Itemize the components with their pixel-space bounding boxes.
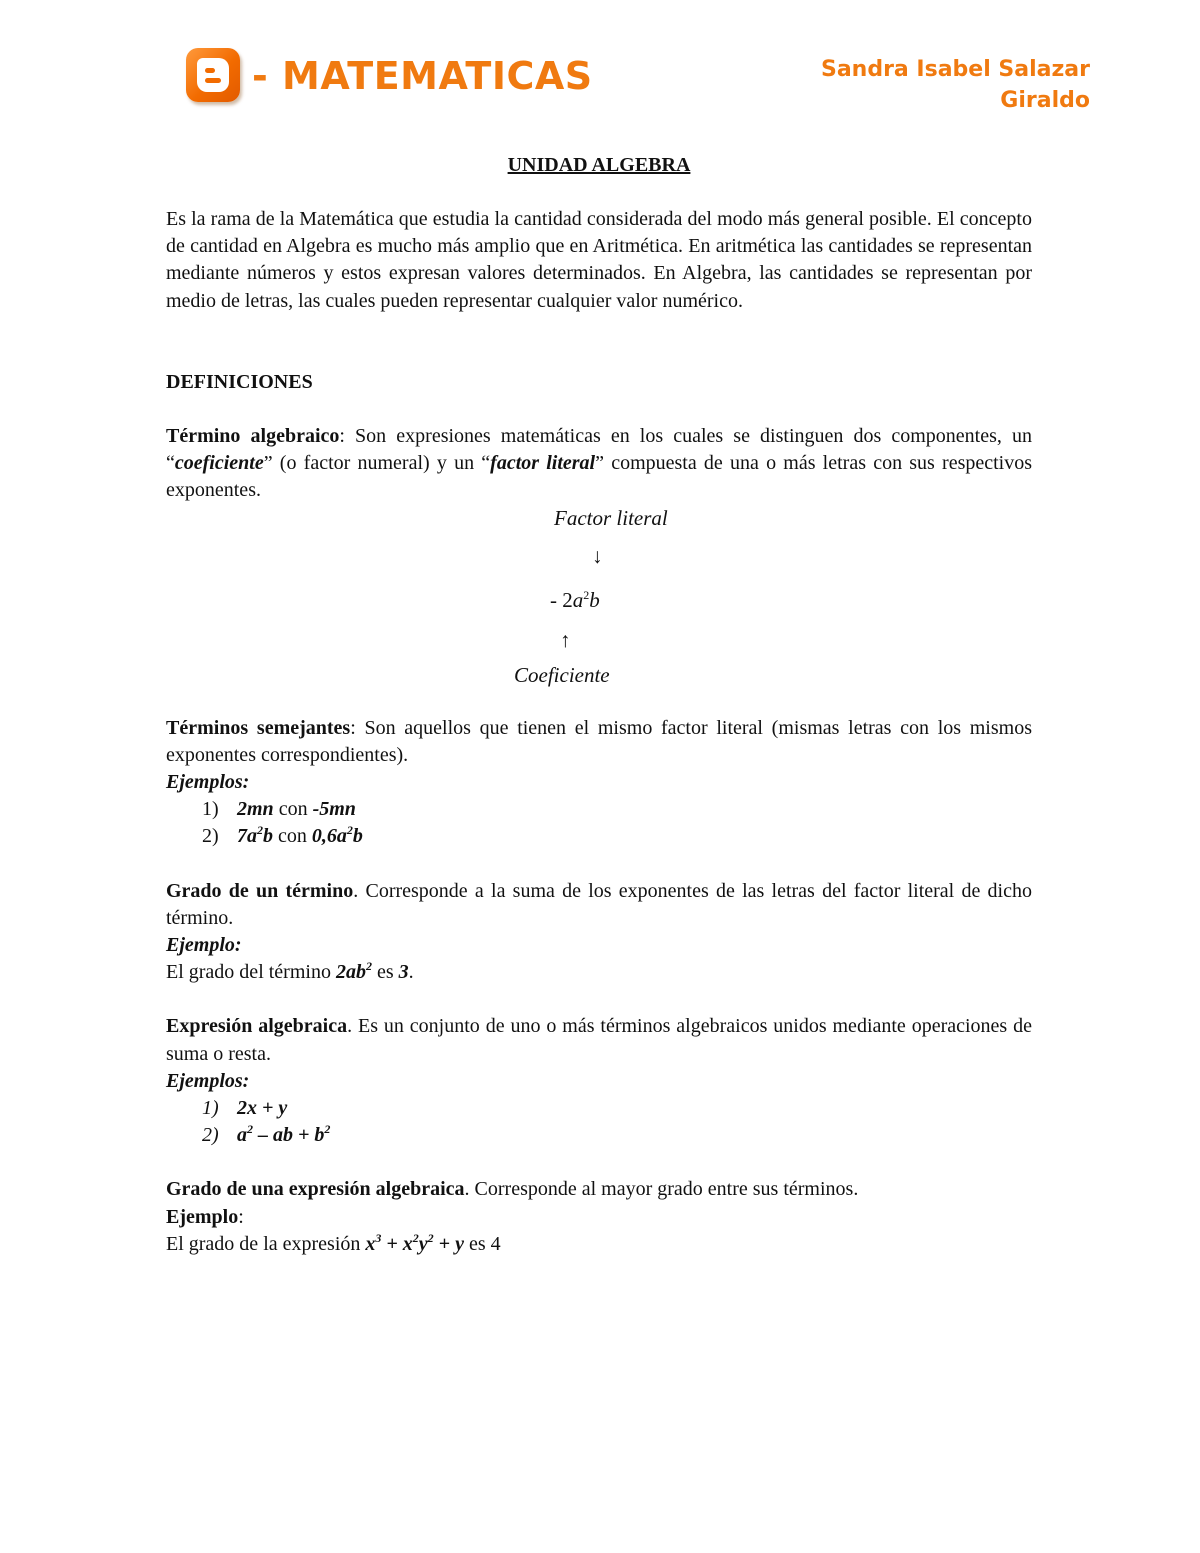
- down-arrow-icon: ↓: [592, 543, 603, 568]
- grado-expresion-text: . Corresponde al mayor grado entre sus términos.: [464, 1178, 859, 1201]
- termino-text-a: : Son expresiones matemáticas en los cuales se distinguen dos componentes, un “: [166, 425, 1032, 475]
- coeficiente-term: coeficiente: [174, 452, 264, 475]
- list-item: [166, 1122, 1032, 1149]
- exponent: 3: [375, 1230, 382, 1245]
- example-text: .: [408, 961, 414, 984]
- example-colon: :: [238, 1205, 244, 1228]
- termino-algebraico-paragraph: [166, 423, 1032, 505]
- example-term: -5mn: [312, 798, 356, 821]
- example-text: El grado del término: [166, 961, 336, 984]
- expresion-label: Expresión algebraica: [166, 1015, 348, 1038]
- list-number: 1): [202, 1097, 219, 1120]
- example-term: y: [418, 1232, 428, 1255]
- document-body: [166, 152, 1032, 1258]
- definitions-heading: DEFINICIONES: [166, 370, 313, 393]
- example-expression: 2x + y: [237, 1097, 288, 1120]
- list-number: 1): [202, 798, 219, 821]
- list-item: [166, 823, 1032, 850]
- termino-text-c: ” compuesta de una o más letras con sus respectivos exponentes.: [166, 452, 1032, 502]
- exponent: 2: [427, 1230, 434, 1245]
- grado-expresion-paragraph: [166, 1176, 1032, 1203]
- grado-termino-example-label: Ejemplo:: [166, 934, 242, 957]
- example-value: 3: [398, 961, 409, 984]
- example-text: El grado de la expresión: [166, 1232, 366, 1255]
- author-line-1: Sandra Isabel Salazar: [820, 57, 1090, 82]
- exponent: 2: [257, 823, 263, 838]
- unit-title: UNIDAD ALGEBRA: [507, 154, 691, 176]
- example-term: 2mn: [237, 798, 274, 821]
- expr-exponent: 2: [583, 587, 590, 602]
- grado-expresion-example-label: [166, 1204, 1032, 1231]
- exponent: 2: [365, 959, 372, 974]
- up-arrow-icon: ↑: [560, 627, 571, 652]
- grado-termino-text: . Corresponde a la suma de los exponentes de las letras del factor literal de dicho término.: [166, 879, 1032, 929]
- exponent: 2: [412, 1230, 419, 1245]
- example-term: +: [381, 1232, 403, 1255]
- example-label: Ejemplo: [166, 1205, 239, 1228]
- blogger-icon: [186, 48, 240, 102]
- factor-literal-label: Factor literal: [554, 505, 668, 530]
- example-term: b: [263, 825, 273, 848]
- list-item: [166, 1095, 1032, 1122]
- expr-b: b: [589, 587, 600, 612]
- example-term-expression: [550, 587, 600, 614]
- terminos-semejantes-paragraph: [166, 715, 1032, 769]
- semejantes-examples-list: [166, 796, 1032, 850]
- expresion-algebraica-paragraph: [166, 1013, 1032, 1067]
- exponent: 2: [346, 823, 353, 838]
- example-term: + y: [433, 1232, 464, 1255]
- example-term: x: [402, 1232, 413, 1255]
- grado-expresion-label: Grado de una expresión algebraica: [166, 1178, 465, 1201]
- factor-literal-term: factor literal: [490, 452, 596, 475]
- example-text: es 4: [463, 1232, 501, 1255]
- list-number: 2): [202, 1124, 219, 1147]
- author-line-2: Giraldo: [1000, 88, 1090, 113]
- expresion-examples-list: [166, 1095, 1032, 1149]
- example-term: 0,6a: [311, 825, 347, 848]
- author-name: [821, 54, 1090, 116]
- example-connector: con: [273, 825, 312, 848]
- coeficiente-label: Coeficiente: [514, 662, 610, 687]
- grado-termino-paragraph: [166, 878, 1032, 932]
- expr-sign: - 2: [550, 587, 573, 612]
- list-number: 2): [202, 825, 219, 848]
- example-connector: con: [273, 798, 313, 821]
- expresion-text: . Es un conjunto de uno o más términos algebraicos unidos mediante operaciones de suma o resta.: [166, 1015, 1032, 1065]
- termino-text-b: ” (o factor numeral) y un “: [263, 452, 491, 475]
- example-term: x: [365, 1232, 376, 1255]
- list-item: [166, 796, 1032, 823]
- brand-title: - MATEMATICAS: [252, 54, 593, 98]
- termino-label: Término algebraico: [166, 425, 340, 448]
- semejantes-text: : Son aquellos que tienen el mismo factor literal (mismas letras con los mismos exponentes correspondientes).: [166, 716, 1032, 766]
- term-diagram: [166, 505, 1032, 715]
- page-header: [0, 0, 1200, 130]
- intro-paragraph: Es la rama de la Matemática que estudia la cantidad considerada del modo más general posible. El concepto de cantidad en Algebra es mucho más amplio que en Aritmética. En aritmética las cantidades se representan mediante números y estos expresan valores determinados. En Algebra, las cantidades se representan por medio de letras, las cuales pueden representar cualquier valor numérico.: [166, 208, 1032, 312]
- grado-expresion-example: [166, 1231, 1032, 1258]
- exponent: 2: [324, 1122, 331, 1137]
- exponent: 2: [247, 1122, 253, 1137]
- expresion-examples-label: Ejemplos:: [166, 1069, 250, 1092]
- example-term: 2ab: [335, 961, 366, 984]
- grado-termino-example: [166, 959, 1032, 986]
- example-text: es: [371, 961, 399, 984]
- example-term: 7a: [237, 825, 257, 848]
- example-term: – ab + b: [253, 1124, 325, 1147]
- expr-a: a: [572, 587, 584, 612]
- semejantes-label: Términos semejantes: [166, 716, 351, 739]
- example-term: a: [237, 1124, 247, 1147]
- semejantes-examples-label: Ejemplos:: [166, 771, 250, 794]
- grado-termino-label: Grado de un término: [166, 879, 354, 902]
- example-term: b: [352, 825, 363, 848]
